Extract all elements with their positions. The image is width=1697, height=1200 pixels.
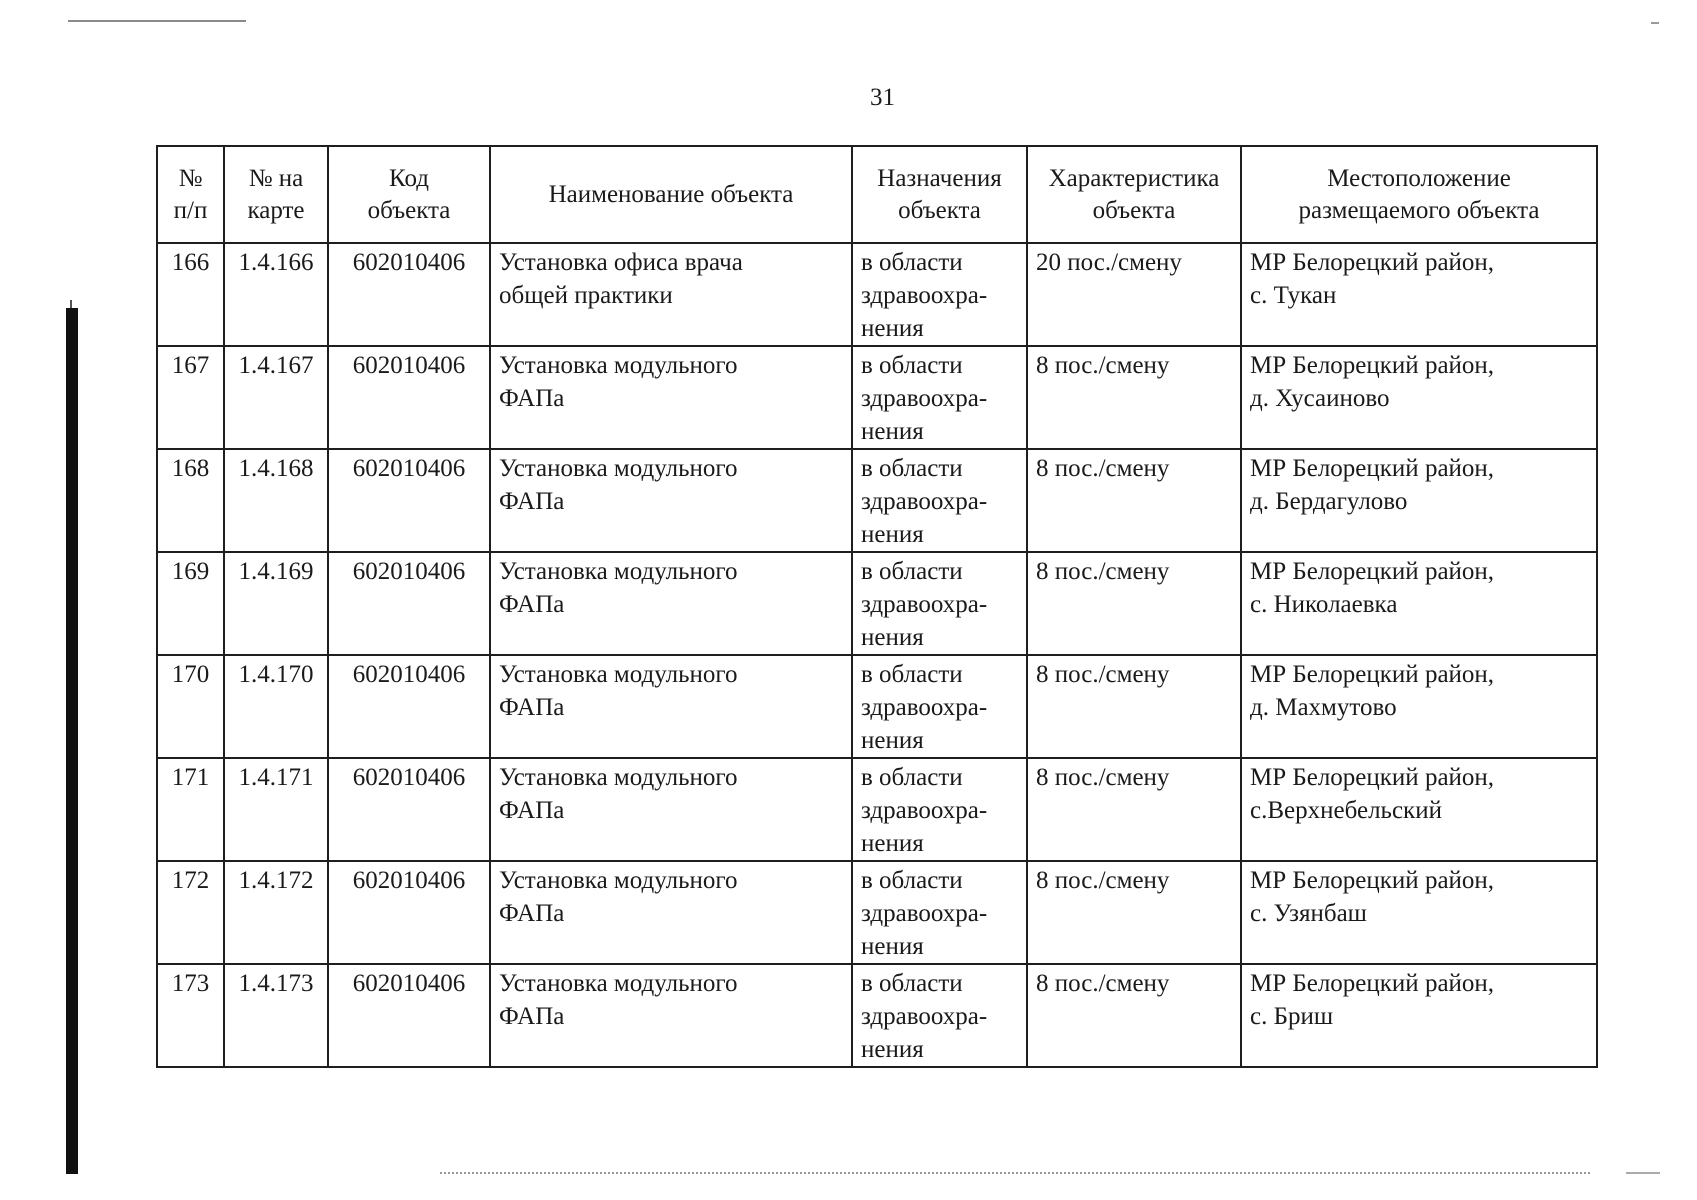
- header-object-location: Местоположение размещаемого объекта: [1241, 146, 1597, 243]
- object-name-cell: Установка офиса врача общей практики: [490, 243, 852, 346]
- row-number-cell: 167: [157, 346, 224, 449]
- row-number-cell: 168: [157, 449, 224, 552]
- table-row: [157, 552, 1597, 655]
- table-row: [157, 861, 1597, 964]
- object-characteristic-cell: 8 пос./смену: [1027, 861, 1241, 964]
- scan-bottom-edge: [440, 1172, 1590, 1175]
- scan-bottom-mark: [1626, 1172, 1660, 1175]
- row-number-cell: 166: [157, 243, 224, 346]
- object-name-cell: Установка модульного ФАПа: [490, 861, 852, 964]
- object-purpose-cell: в области здравоохра- нения: [852, 655, 1027, 758]
- map-number-cell: 1.4.172: [224, 861, 328, 964]
- object-characteristic-cell: 8 пос./смену: [1027, 655, 1241, 758]
- header-map-number: № на карте: [224, 146, 328, 243]
- object-purpose-cell: в области здравоохра- нения: [852, 346, 1027, 449]
- table-row: [157, 243, 1597, 346]
- object-code-cell: 602010406: [328, 449, 490, 552]
- object-location-cell: МР Белорецкий район, д. Бердагулово: [1241, 449, 1597, 552]
- object-location-cell: МР Белорецкий район, д. Хусаиново: [1241, 346, 1597, 449]
- object-purpose-cell: в области здравоохра- нения: [852, 552, 1027, 655]
- object-code-cell: 602010406: [328, 655, 490, 758]
- object-characteristic-cell: 8 пос./смену: [1027, 552, 1241, 655]
- map-number-cell: 1.4.170: [224, 655, 328, 758]
- scan-edge-mark: [1651, 22, 1659, 24]
- object-name-cell: Установка модульного ФАПа: [490, 655, 852, 758]
- object-characteristic-cell: 8 пос./смену: [1027, 346, 1241, 449]
- object-name-cell: Установка модульного ФАПа: [490, 346, 852, 449]
- header-row-number: № п/п: [157, 146, 224, 243]
- object-purpose-cell: в области здравоохра- нения: [852, 243, 1027, 346]
- header-object-code: Код объекта: [328, 146, 490, 243]
- page-number: 31: [870, 84, 895, 111]
- object-purpose-cell: в области здравоохра- нения: [852, 758, 1027, 861]
- map-number-cell: 1.4.173: [224, 964, 328, 1067]
- object-name-cell: Установка модульного ФАПа: [490, 964, 852, 1067]
- object-characteristic-cell: 8 пос./смену: [1027, 449, 1241, 552]
- map-number-cell: 1.4.167: [224, 346, 328, 449]
- table-row: [157, 758, 1597, 861]
- row-number-cell: 171: [157, 758, 224, 861]
- header-object-name: Наименование объекта: [490, 146, 852, 243]
- object-code-cell: 602010406: [328, 964, 490, 1067]
- table-row: [157, 449, 1597, 552]
- object-code-cell: 602010406: [328, 758, 490, 861]
- object-name-cell: Установка модульного ФАПа: [490, 758, 852, 861]
- object-location-cell: МР Белорецкий район, с.Верхнебельский: [1241, 758, 1597, 861]
- object-location-cell: МР Белорецкий район, с. Николаевка: [1241, 552, 1597, 655]
- table-row: [157, 964, 1597, 1067]
- object-purpose-cell: в области здравоохра- нения: [852, 449, 1027, 552]
- object-characteristic-cell: 8 пос./смену: [1027, 758, 1241, 861]
- object-code-cell: 602010406: [328, 346, 490, 449]
- object-characteristic-cell: 8 пос./смену: [1027, 964, 1241, 1067]
- table-header-row: [157, 146, 1597, 243]
- row-number-cell: 169: [157, 552, 224, 655]
- map-number-cell: 1.4.168: [224, 449, 328, 552]
- object-location-cell: МР Белорецкий район, с. Тукан: [1241, 243, 1597, 346]
- row-number-cell: 173: [157, 964, 224, 1067]
- map-number-cell: 1.4.169: [224, 552, 328, 655]
- object-characteristic-cell: 20 пос./смену: [1027, 243, 1241, 346]
- object-location-cell: МР Белорецкий район, д. Махмутово: [1241, 655, 1597, 758]
- scan-binding-edge: [66, 308, 78, 1174]
- object-name-cell: Установка модульного ФАПа: [490, 552, 852, 655]
- scan-edge-line: [68, 20, 246, 22]
- object-name-cell: Установка модульного ФАПа: [490, 449, 852, 552]
- object-location-cell: МР Белорецкий район, с. Бриш: [1241, 964, 1597, 1067]
- header-object-purpose: Назначения объекта: [852, 146, 1027, 243]
- row-number-cell: 170: [157, 655, 224, 758]
- object-purpose-cell: в области здравоохра- нения: [852, 964, 1027, 1067]
- table-row: [157, 655, 1597, 758]
- object-location-cell: МР Белорецкий район, с. Узянбаш: [1241, 861, 1597, 964]
- object-purpose-cell: в области здравоохра- нения: [852, 861, 1027, 964]
- objects-table: [156, 145, 1598, 1068]
- object-code-cell: 602010406: [328, 552, 490, 655]
- object-code-cell: 602010406: [328, 861, 490, 964]
- object-code-cell: 602010406: [328, 243, 490, 346]
- map-number-cell: 1.4.166: [224, 243, 328, 346]
- row-number-cell: 172: [157, 861, 224, 964]
- table-row: [157, 346, 1597, 449]
- map-number-cell: 1.4.171: [224, 758, 328, 861]
- header-object-characteristic: Характеристика объекта: [1027, 146, 1241, 243]
